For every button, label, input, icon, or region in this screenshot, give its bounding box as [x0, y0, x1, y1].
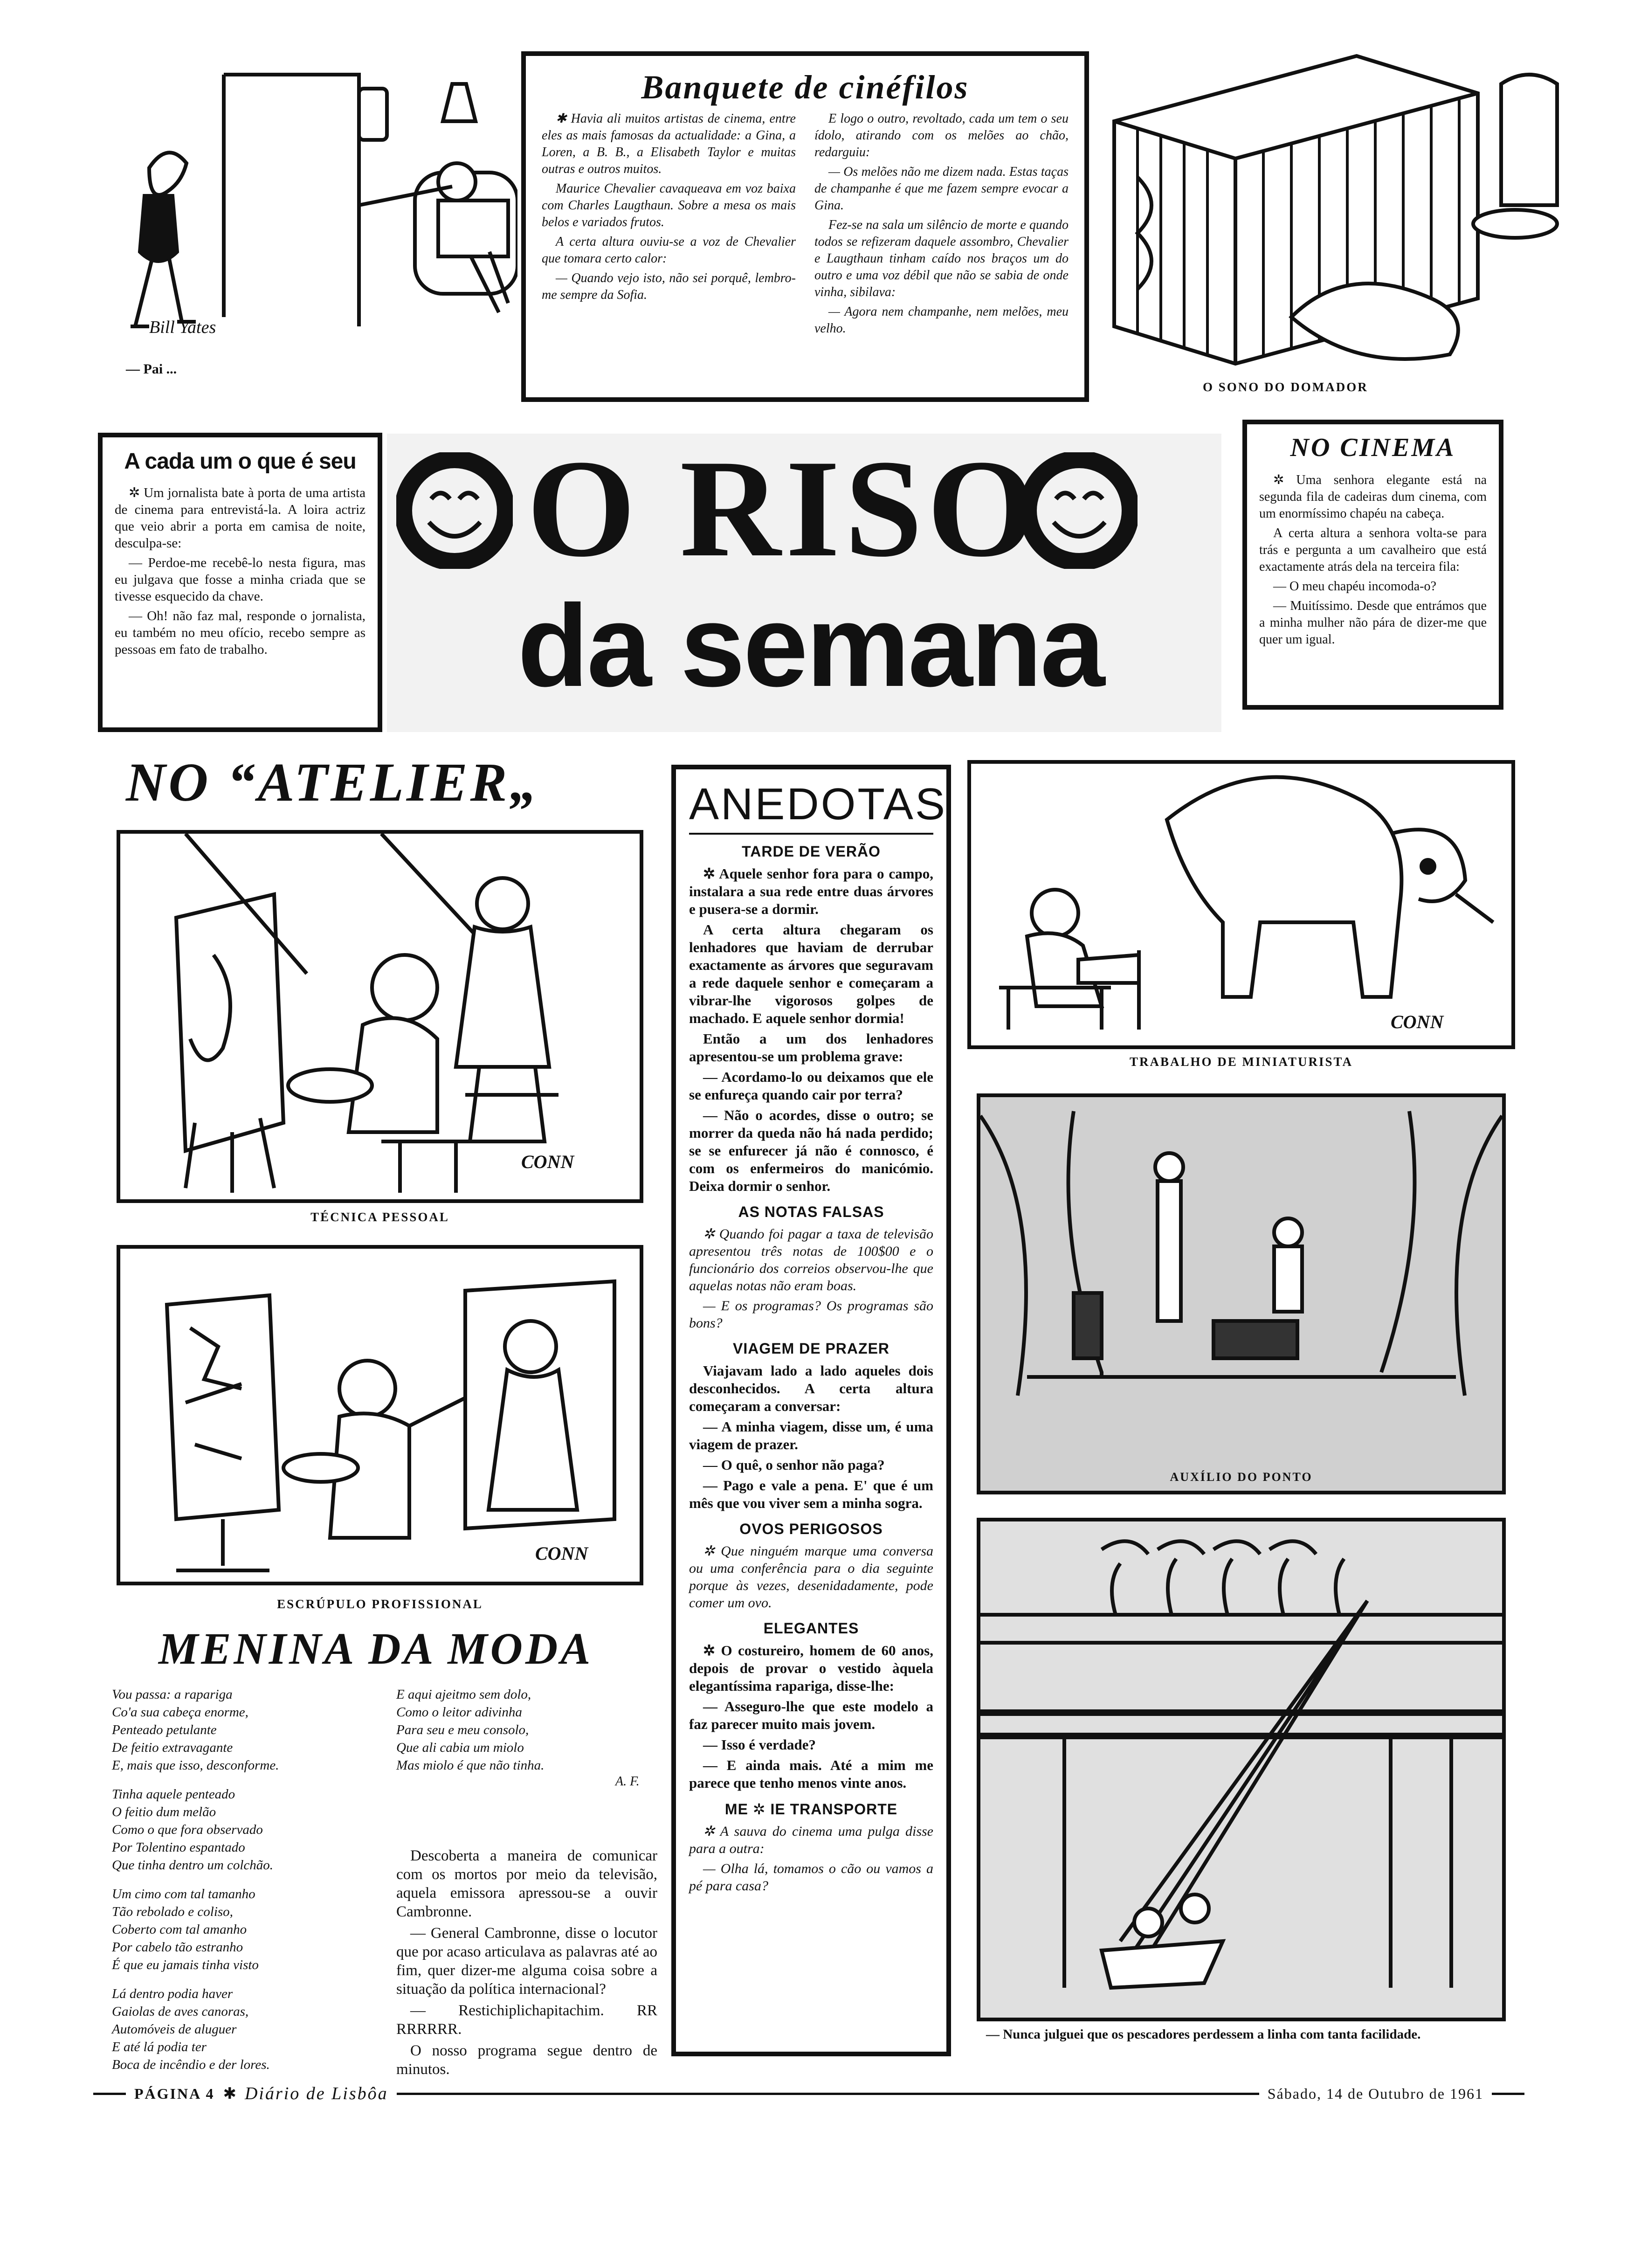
cada-um-body [115, 484, 365, 658]
anedotas-head: AS NOTAS FALSAS [738, 1203, 884, 1220]
banquete-p: Maurice Chevalier cavaqueava em voz baixa com Charles Laugthaun. Sobre a mesa os mais belos e variados frutos. [542, 181, 796, 229]
cambronne-p: Descoberta a maneira de comunicar com os mortos por meio da televisão, aquela emissora apressou-se a ouvir Cambronne. [396, 1847, 657, 1920]
pai-signature: Bill Yates [149, 318, 216, 337]
anedotas-head: ELEGANTES [763, 1620, 859, 1637]
escrupulo-panel [117, 1245, 643, 1585]
cada-um-title: A cada um o que é seu [124, 449, 356, 474]
miniaturista-caption: TRABALHO DE MINIATURISTA [1129, 1055, 1353, 1069]
anedotas-p: ✲ Que ninguém marque uma conversa ou uma conferência para o dia seguinte porque às vezes, desenidadamente, pode comer um ovo. [689, 1543, 933, 1611]
cambronne-p: — Restichiplichapitachim. RR RRRRRR. [396, 2002, 657, 2038]
anedotas-p: ✲ A sauva do cinema uma pulga disse para a outra: [689, 1824, 933, 1856]
anedotas-p: — A minha viagem, disse um, é uma viagem de prazer. [689, 1418, 933, 1452]
anedotas-head: ME ✲ IE TRANSPORTE [724, 1801, 898, 1818]
escrupulo-caption: ESCRÚPULO PROFISSIONAL [277, 1597, 483, 1611]
banquete-box [521, 51, 1089, 402]
anedotas-body [689, 865, 933, 1195]
banquete-title: Banquete de cinéfilos [641, 69, 969, 106]
banquete-p: — Quando vejo isto, não sei porquê, lembro-me sempre da Sofia. [542, 271, 796, 302]
escrupulo-illustration [120, 1249, 640, 1582]
menina-title: MENINA DA MODA [159, 1624, 593, 1673]
anedotas-body [689, 1542, 933, 1611]
anedotas-p: ✲ Aquele senhor fora para o campo, instalara a sua rede entre duas árvores e pusera-se a dormir. [689, 865, 933, 917]
masthead-title-a: O RISO [527, 431, 1041, 586]
cada-um-p: — Oh! não faz mal, responde o jornalista, eu também no meu ofício, recebo sempre as pessoas em fato de trabalho. [115, 608, 365, 657]
banquete-col-2 [814, 111, 1069, 340]
footer-page: PÁGINA 4 [134, 2085, 215, 2102]
masthead-title-b: da semana [517, 581, 1103, 711]
anedotas-p: — Pago e vale a pena. E' que é um mês que vou viver sem a minha sogra. [689, 1477, 933, 1511]
domador-cartoon [1096, 28, 1571, 401]
no-cinema-box [1242, 420, 1503, 710]
menina-poem-left [112, 1686, 373, 2085]
anedotas-p: ✲ O costureiro, homem de 60 anos, depois de provar o vestido àquela elegantíssima rapariga, disse-lhe: [689, 1642, 933, 1694]
footer-paper: Diário de Lisbôa [244, 2084, 388, 2103]
tecnica-caption: TÉCNICA PESSOAL [310, 1210, 449, 1224]
miniaturista-illustration [971, 764, 1511, 1045]
footer-rule [93, 2093, 126, 2095]
domador-illustration [1096, 28, 1571, 373]
ponto-panel [977, 1093, 1506, 1494]
banquete-p: ✱ Havia ali muitos artistas de cinema, entre eles as mais famosas da actualidade: a Gina, a Loren, a B. B., a Elisabeth Taylor e muitas outras e outros muitos. [542, 111, 796, 176]
no-cinema-body [1259, 472, 1487, 648]
menina-stanza: Tinha aquele penteado O feitio dum melão Como o que fora observado Por Tolentino espantado Que tinha dentro um colchão. [112, 1787, 274, 1873]
cada-um-box [98, 433, 382, 732]
footer-rule [397, 2093, 1259, 2095]
miniaturista-signature: CONN [1391, 1011, 1444, 1032]
anedotas-p: A certa altura chegaram os lenhadores que haviam de derrubar exactamente as árvores que seguravam a rede daquele senhor e começaram a vibrar-lhe vigorosos golpes de machado. E aquele senhor dormia! [689, 921, 933, 1026]
tecnica-signature: CONN [521, 1151, 574, 1172]
menina-stanza: Um cimo com tal tamanho Tão rebolado e coliso, Coberto com tal amanho Por cabelo tão estranho É que eu jamais tinha visto [112, 1887, 259, 1972]
anedotas-p: — Isso é verdade? [703, 1736, 816, 1753]
banquete-p: Fez-se na sala um silêncio de morte e quando todos se refizeram daquele assombro, Chevalier e Laugthaun tinham caído nos braços um do outro e uma voz débil que não se sabia de onde vinha, sibilava: [814, 218, 1069, 299]
anedotas-body [689, 1823, 933, 1895]
no-cinema-title: NO CINEMA [1290, 433, 1456, 462]
anedotas-body [689, 1225, 933, 1332]
footer-date: Sábado, 14 de Outubro de 1961 [1267, 2085, 1483, 2102]
banquete-p: A certa altura ouviu-se a voz de Chevalier que tomara certo calor: [542, 235, 796, 266]
anedotas-p: — E ainda mais. Até a mim me parece que tenho menos vinte anos. [689, 1757, 933, 1791]
menina-signature: A. F. [615, 1774, 640, 1789]
cambronne-text [396, 1846, 657, 2081]
pai-cartoon [117, 28, 517, 382]
menina-stanza-right: E aqui ajeitmo sem dolo, Como o leitor adivinha Para seu e meu consolo, Que ali cabia um miolo Mas miolo é que não tinha. [396, 1687, 545, 1773]
anedotas-p: Então a um dos lenhadores apresentou-se um problema grave: [689, 1030, 933, 1065]
smiley-left-icon [396, 452, 513, 569]
cada-um-p: — Perdoe-me recebê-lo nesta figura, mas eu julgava que fosse a minha criada que se tivesse esquecido da chave. [115, 555, 365, 604]
tecnica-panel [117, 830, 643, 1203]
escrupulo-signature: CONN [535, 1543, 588, 1564]
cambronne-p: — General Cambronne, disse o locutor que por acaso articulava as palavras até ao fim, quer dizer-me alguma coisa sobre a situação da política internacional? [396, 1925, 657, 1998]
miniaturista-panel [967, 760, 1515, 1049]
anedotas-p: — Não o acordes, disse o outro; se morrer da queda não há nada perdido; se se enfurecer já não é connosco, é com os enfermeiros do manicómio. Deixa dormir o senhor. [689, 1107, 933, 1194]
ponto-illustration [980, 1097, 1502, 1491]
footer-rule [1492, 2093, 1524, 2095]
anedotas-p: — E os programas? Os programas são bons? [689, 1298, 933, 1331]
ponto-caption: AUXÍLIO DO PONTO [1170, 1470, 1313, 1484]
menina-poem-right [396, 1686, 657, 1785]
masthead [387, 431, 1221, 732]
atelier-title: NO “ATELIER„ [126, 752, 540, 813]
no-cinema-p: ✲ Uma senhora elegante está na segunda fila de cadeiras dum cinema, com um enormíssimo chapéu na cabeça. [1259, 473, 1487, 521]
no-cinema-p: A certa altura a senhora volta-se para trás e pergunta a um cavalheiro que está exactamente atrás dela na terceira fila: [1259, 526, 1487, 574]
cada-um-p: ✲ Um jornalista bate à porta de uma artista de cinema para entrevistá-la. A loira actriz que veio abrir a porta em camisa de noite, desculpa-se: [115, 485, 365, 551]
banquete-p: E logo o outro, revoltado, cada um tem o seu ídolo, atirando com os melões ao chão, redarguiu: [814, 111, 1069, 159]
anedotas-body [689, 1642, 933, 1792]
smiley-right-icon [1021, 452, 1138, 569]
anedotas-p: — Acordamo-lo ou deixamos que ele se enfureça quando cair por terra? [689, 1069, 933, 1103]
footer-star-icon: ✱ [223, 2085, 236, 2102]
anedotas-title: ANEDOTAS [689, 779, 933, 835]
banquete-p: — Agora nem champanhe, nem melões, meu velho. [814, 304, 1069, 336]
cambronne-p: O nosso programa segue dentro de minutos. [396, 2042, 657, 2078]
anedotas-box [671, 765, 951, 2056]
anedotas-p: Viajavam lado a lado aqueles dois desconhecidos. A certa altura começaram a conversar: [689, 1362, 933, 1414]
banquete-p: — Os melões não me dizem nada. Estas taças de champanhe é que me fazem sempre evocar a Gina. [814, 165, 1069, 213]
pai-illustration [117, 28, 517, 354]
tecnica-illustration [120, 834, 640, 1199]
anedotas-p: ✲ Quando foi pagar a taxa de televisão apresentou três notas de 100$00 e o funcionário dos correios observou-lhe que aquelas notas não eram boas. [689, 1226, 933, 1293]
anedotas-p: — Olha lá, tomamos o cão ou vamos a pé para casa? [689, 1861, 933, 1894]
pescadores-illustration [980, 1521, 1502, 2018]
anedotas-head: VIAGEM DE PRAZER [732, 1340, 890, 1357]
pescadores-caption: — Nunca julguei que os pescadores perdessem a linha com tanta facilidade. [986, 2027, 1421, 2042]
anedotas-p: — O quê, o senhor não paga? [703, 1457, 885, 1473]
anedotas-head: TARDE DE VERÃO [742, 843, 881, 860]
banquete-col-1 [542, 111, 796, 340]
anedotas-body [689, 1362, 933, 1512]
no-cinema-p: — Muitíssimo. Desde que entrámos que a minha mulher não pára de dizer-me que quer um igual. [1259, 599, 1487, 647]
pescadores-panel [977, 1518, 1506, 2021]
anedotas-head: OVOS PERIGOSOS [739, 1521, 883, 1537]
footer [93, 2080, 1524, 2108]
menina-stanza: Vou passa: a rapariga Co'a sua cabeça enorme, Penteado petulante De feitio extravagante E, mais que isso, desconforme. [112, 1687, 279, 1773]
menina-stanza: Lá dentro podia haver Gaiolas de aves canoras, Automóveis de aluguer E até lá podia ter Boca de incêndio e der lores. [112, 1986, 270, 2072]
domador-caption: O SONO DO DOMADOR [1203, 380, 1368, 394]
anedotas-p: — Asseguro-lhe que este modelo a faz parecer muito mais jovem. [689, 1698, 933, 1732]
no-cinema-p: — O meu chapéu incomoda-o? [1273, 579, 1436, 594]
pai-caption: — Pai ... [126, 361, 177, 377]
